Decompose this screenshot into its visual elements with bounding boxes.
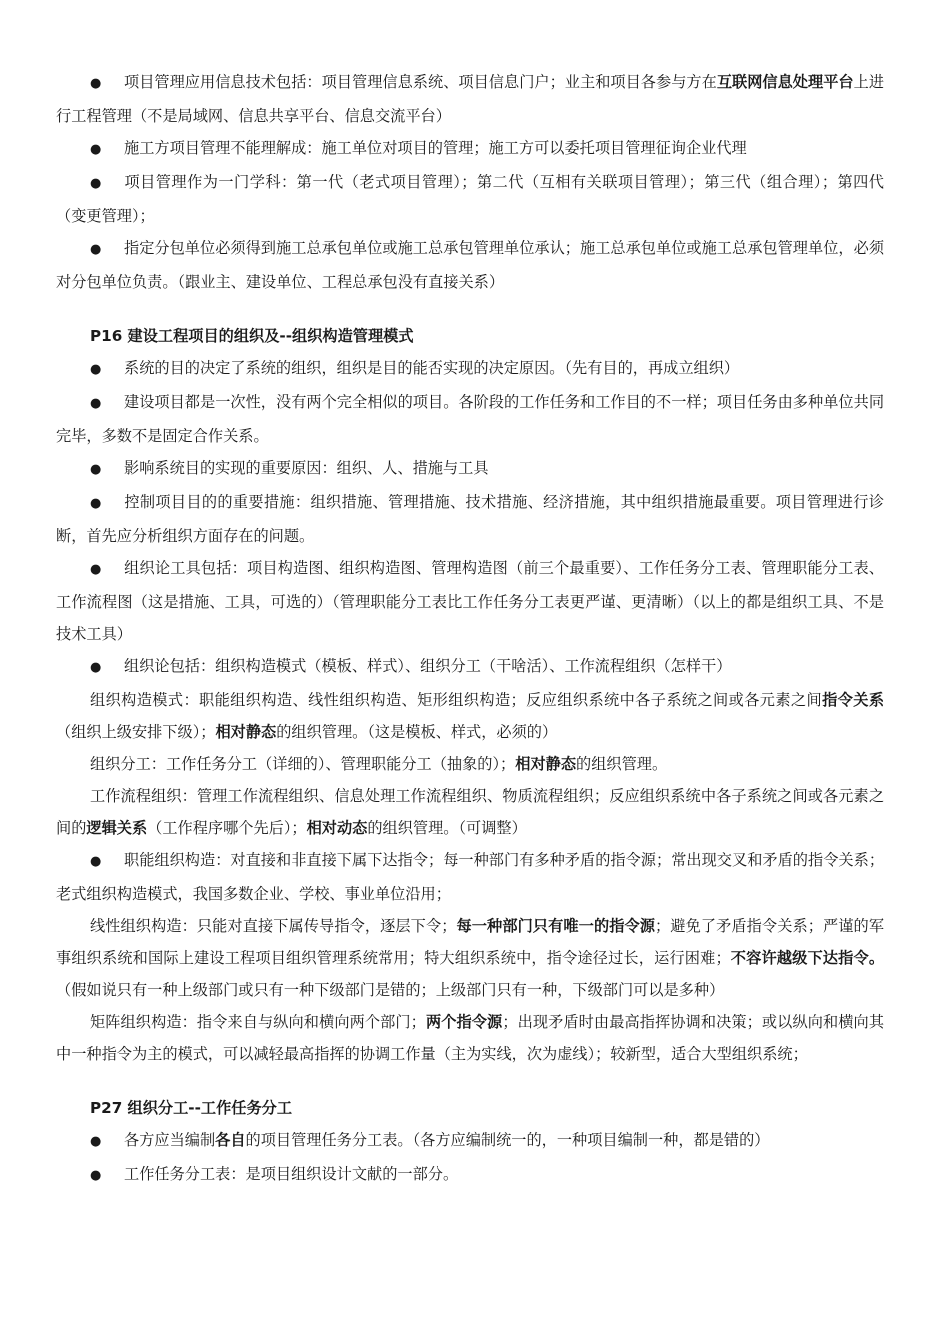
bullet-dot-icon: ● <box>90 142 102 157</box>
bullet-dot-icon: ● <box>90 176 102 191</box>
emphasis-text: 指令关系 <box>822 691 885 709</box>
bullet-control-measures: ● 控制项目目的的重要措施：组织措施、管理措施、技术措施、经济措施，其中组织措施最重要。项目管理进行诊断，首先应分析组织方面存在的问题。 <box>56 486 884 552</box>
bullet-dot-icon: ● <box>90 396 102 411</box>
emphasis-text: 各自 <box>215 1131 246 1149</box>
para-workflow-org: 工作流程组织：管理工作流程组织、信息处理工作流程组织、物质流程组织；反应组织系统中各子系统之间或各元素之间的逻辑关系（工作程序哪个先后）；相对动态的组织管理。（可调整） <box>56 787 884 837</box>
bullet-dot-icon: ● <box>90 362 102 377</box>
para-org-division: 组织分工：工作任务分工（详细的）、管理职能分工（抽象的）；相对静态的组织管理。 <box>90 755 668 773</box>
document-page <box>56 66 884 1192</box>
bullet-dot-icon: ● <box>90 660 102 675</box>
emphasis-text: 相对动态 <box>306 819 368 837</box>
bullet-system-goal: ● 系统的目的决定了系统的组织，组织是目的能否实现的决定原因。（先有目的，再成立组织） <box>56 352 884 386</box>
para-matrix-structure: 矩阵组织构造：指令来自与纵向和横向两个部门；两个指令源；出现矛盾时由最高指挥协调和决策；或以纵向和横向其中一种指令为主的模式，可以减轻最高指挥的协调工作量（主为实线，次为虚线）；较新型，适合大型组织系统； <box>56 1013 885 1063</box>
bullet-functional-structure: ● 职能组织构造：对直接和非直接下属下达指令；每一种部门有多种矛盾的指令源；常出现交叉和矛盾的指令关系；老式组织构造模式，我国多数企业、学校、事业单位沿用； <box>56 844 884 910</box>
bullet-one-off-projects: ● 建设项目都是一次性，没有两个完全相似的项目。各阶段的工作任务和工作目的不一样；项目任务由多种单位共同完毕，多数不是固定合作关系。 <box>56 386 884 452</box>
emphasis-text: 相对静态 <box>515 755 576 773</box>
emphasis-text: 互联网信息处理平台 <box>716 73 854 91</box>
section-heading-p27: P27 组织分工--工作任务分工 <box>90 1099 293 1117</box>
bullet-task-table: ● 各方应当编制各自的项目管理任务分工表。（各方应编制统一的，一种项目编制一种，都是错的） <box>56 1124 884 1158</box>
emphasis-text: 每一种部门只有唯一的指令源 <box>456 917 656 935</box>
bullet-dot-icon: ● <box>90 462 102 477</box>
bullet-org-theory: ● 组织论包括：组织构造模式（模板、样式）、组织分工（干啥活）、工作流程组织（怎样干） <box>56 650 884 684</box>
emphasis-text: 相对静态 <box>215 723 277 741</box>
bullet-dot-icon: ● <box>90 1134 102 1149</box>
para-org-structure-mode: 组织构造模式：职能组织构造、线性组织构造、矩形组织构造；反应组织系统中各子系统之间或各元素之间指令关系（组织上级安排下级）；相对静态的组织管理。（这是模板、样式，必须的） <box>56 691 885 741</box>
bullet-dot-icon: ● <box>90 1168 102 1183</box>
bullet-key-factors: ● 影响系统目的实现的重要原因：组织、人、措施与工具 <box>56 452 884 486</box>
bullet-dot-icon: ● <box>90 76 102 91</box>
bullet-it-platform: ● 项目管理应用信息技术包括：项目管理信息系统、项目信息门户；业主和项目各参与方在互联网信息处理平台上进行工程管理（不是局域网、信息共享平台、信息交流平台） <box>56 66 884 132</box>
emphasis-text: 不容许越级下达指令。 <box>730 949 885 967</box>
bullet-dot-icon: ● <box>90 562 102 577</box>
bullet-dot-icon: ● <box>90 242 102 257</box>
emphasis-text: 两个指令源 <box>425 1013 503 1031</box>
bullet-dot-icon: ● <box>90 496 102 511</box>
bullet-subcontractor: ● 指定分包单位必须得到施工总承包单位或施工总承包管理单位承认；施工总承包单位或施工总承包管理单位，必须对分包单位负责。（跟业主、建设单位、工程总承包没有直接关系） <box>56 232 884 298</box>
bullet-task-table-doc: ● 工作任务分工表：是项目组织设计文献的一部分。 <box>56 1158 884 1192</box>
bullet-pm-generations: ● 项目管理作为一门学科：第一代（老式项目管理）；第二代（互相有关联项目管理）；第三代（组合理）；第四代（变更管理）； <box>56 166 884 232</box>
bullet-contractor-management: ● 施工方项目管理不能理解成：施工单位对项目的管理；施工方可以委托项目管理征询企业代理 <box>56 132 884 166</box>
bullet-org-tools: ● 组织论工具包括：项目构造图、组织构造图、管理构造图（前三个最重要）、工作任务分工表、管理职能分工表、工作流程图（这是措施、工具，可选的）（管理职能分工表比工作任务分工表更严谨、更清晰）（以上的都是组织工具、不是技术工具） <box>56 552 884 650</box>
bullet-dot-icon: ● <box>90 854 102 869</box>
para-linear-structure: 线性组织构造：只能对直接下属传导指令，逐层下令；每一种部门只有唯一的指令源；避免了矛盾指令关系；严谨的军事组织系统和国际上建设工程项目组织管理系统常用；特大组织系统中，指令途径过长，运行困难；不容许越级下达指令。（假如说只有一种上级部门或只有一种下级部门是错的；上级部门只有一种，下级部门可以是多种） <box>56 917 885 999</box>
section-heading-p16: P16 建设工程项目的组织及--组织构造管理模式 <box>90 327 414 345</box>
emphasis-text: 逻辑关系 <box>86 819 148 837</box>
